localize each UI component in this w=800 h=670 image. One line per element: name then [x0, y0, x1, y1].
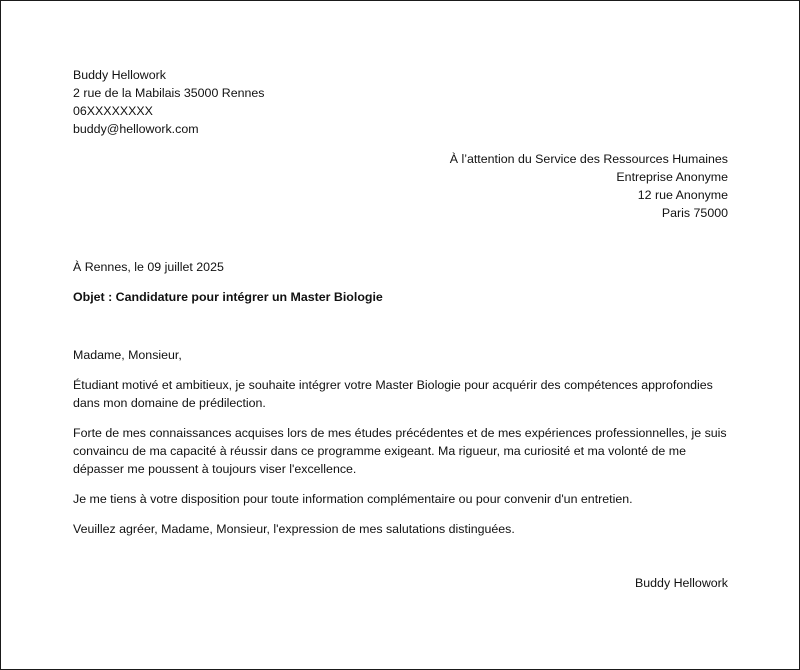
- subject-line: Objet : Candidature pour intégrer un Master Biologie: [73, 290, 383, 304]
- paragraph-3: Je me tiens à votre disposition pour toute information complémentaire ou pour convenir d'un entretien.: [73, 492, 633, 506]
- letter-body: [73, 66, 728, 592]
- sender-email: buddy@hellowork.com: [73, 122, 199, 136]
- paragraph-1: Étudiant motivé et ambitieux, je souhaite intégrer votre Master Biologie pour acquérir des compétences approfondies dans mon domaine de prédilection.: [73, 378, 713, 410]
- greeting: Madame, Monsieur,: [73, 348, 182, 362]
- sender-phone: 06XXXXXXXX: [73, 104, 153, 118]
- signature: Buddy Hellowork: [635, 576, 728, 590]
- recipient-city: Paris 75000: [661, 206, 728, 220]
- sender-name: Buddy Hellowork: [73, 68, 166, 82]
- recipient-company: Entreprise Anonyme: [616, 170, 728, 184]
- paragraph-4: Veuillez agréer, Madame, Monsieur, l'expression de mes salutations distinguées.: [73, 522, 515, 536]
- paragraph-2: Forte de mes connaissances acquises lors de mes études précédentes et de mes expériences professionnelles, je suis convaincu de ma capacité à réussir dans ce programme exigeant. Ma rigueur, ma curiosité et ma volonté de me dépasser me poussent à toujours viser l'excellence.: [73, 426, 727, 476]
- date-line: À Rennes, le 09 juillet 2025: [73, 260, 224, 274]
- sender-address: 2 rue de la Mabilais 35000 Rennes: [73, 86, 265, 100]
- recipient-street: 12 rue Anonyme: [637, 188, 728, 202]
- recipient-attention: À l’attention du Service des Ressources Humaines: [449, 152, 728, 166]
- recipient-block: [73, 150, 728, 222]
- sender-block: [73, 66, 728, 138]
